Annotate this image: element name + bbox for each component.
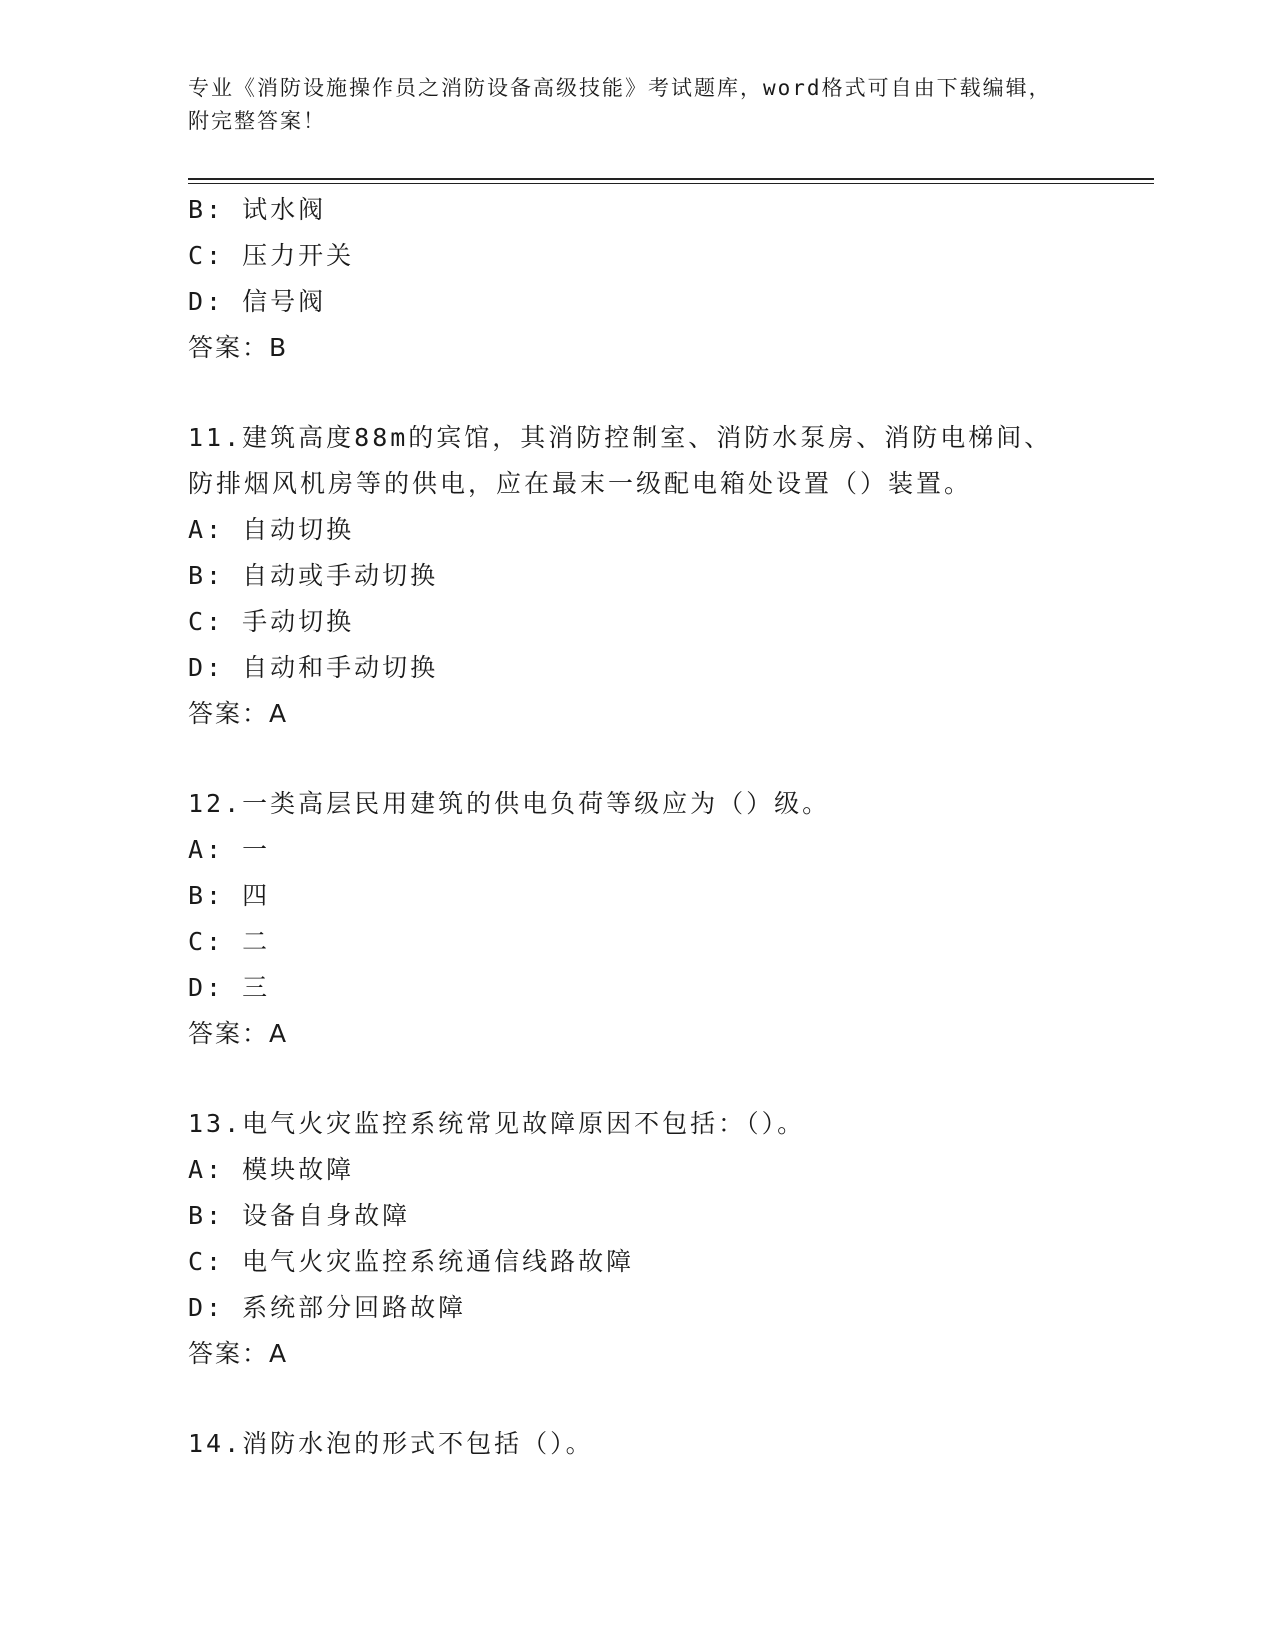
question-block-12 [188, 781, 1108, 1057]
option-c: C: 二 [188, 927, 271, 956]
spacer [188, 371, 1108, 415]
option-c: C: 手动切换 [188, 607, 355, 636]
option-d: D: 自动和手动切换 [188, 653, 439, 682]
option-d: D: 信号阀 [188, 287, 327, 316]
question-block-13 [188, 1101, 1108, 1377]
option-d: D: 系统部分回路故障 [188, 1293, 467, 1322]
header-divider-thick [188, 178, 1154, 180]
option-b: B: 四 [188, 881, 271, 910]
question-text: 13.电气火灾监控系统常见故障原因不包括：（）。 [188, 1109, 806, 1138]
option-a: A: 一 [188, 835, 271, 864]
option-a: A: 模块故障 [188, 1155, 355, 1184]
question-list [188, 187, 1108, 1467]
question-text: 11.建筑高度88m的宾馆，其消防控制室、消防水泵房、消防电梯间、防排烟风机房等的供电，应在最末一级配电箱处设置（）装置。 [188, 423, 1053, 498]
answer-text: 答案：B [188, 333, 289, 362]
option-b: B: 试水阀 [188, 195, 327, 224]
answer-text: 答案：A [188, 699, 289, 728]
option-c: C: 压力开关 [188, 241, 355, 270]
question-block-11 [188, 415, 1108, 737]
option-a: A: 自动切换 [188, 515, 355, 544]
header-divider-thin [188, 183, 1154, 184]
spacer [188, 1377, 1108, 1421]
spacer [188, 737, 1108, 781]
question-block-14 [188, 1421, 1108, 1467]
question-text: 12.一类高层民用建筑的供电负荷等级应为（）级。 [188, 789, 831, 818]
question-text: 14.消防水泡的形式不包括（）。 [188, 1429, 594, 1458]
spacer [188, 1057, 1108, 1101]
option-b: B: 自动或手动切换 [188, 561, 439, 590]
document-header: 专业《消防设施操作员之消防设备高级技能》考试题库，word格式可自由下载编辑，附完整答案！ [188, 76, 1052, 133]
answer-text: 答案：A [188, 1019, 289, 1048]
option-b: B: 设备自身故障 [188, 1201, 411, 1230]
answer-text: 答案：A [188, 1339, 289, 1368]
question-block-10 [188, 187, 1108, 371]
option-d: D: 三 [188, 973, 271, 1002]
option-c: C: 电气火灾监控系统通信线路故障 [188, 1247, 635, 1276]
